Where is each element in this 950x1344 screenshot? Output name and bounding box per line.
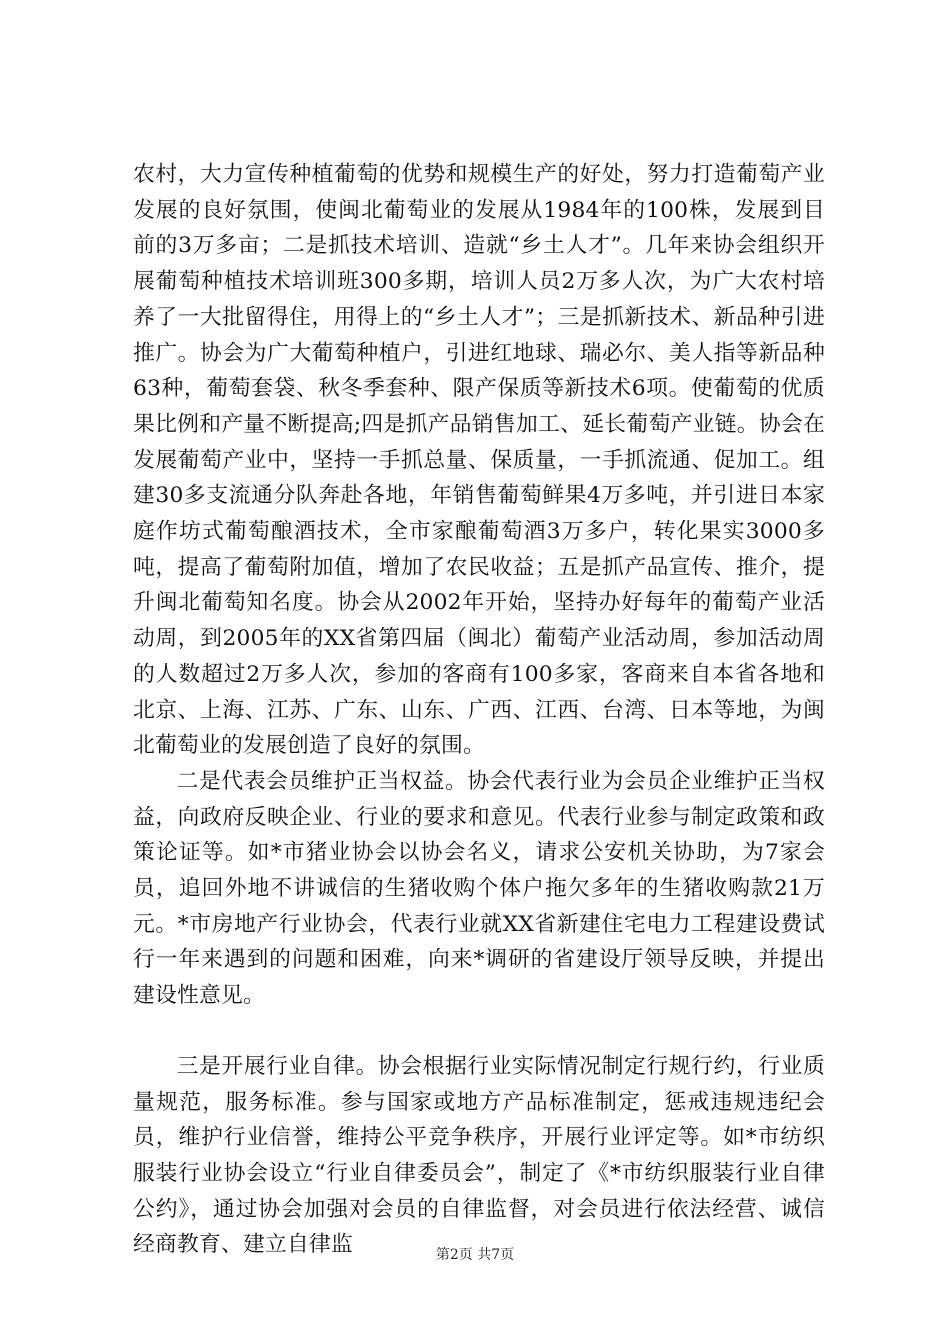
document-body [133, 157, 825, 1263]
paragraph-grape-industry: 农村，大力宣传种植葡萄的优势和规模生产的好处，努力打造葡萄产业发展的良好氛围，使闽北葡萄业的发展从1984年的100株，发展到目前的3万多亩；二是抓技术培训、造就“乡土人才”。几年来协会组织开展葡萄种植技术培训班300多期，培训人员2万多人次，为广大农村培养了一大批留得住，用得上的“乡土人才”；三是抓新技术、新品种引进推广。协会为广大葡萄种植户，引进红地球、瑞必尔、美人指等新品种63种，葡萄套袋、秋冬季套种、限产保质等新技术6项。使葡萄的优质果比例和产量不断提高;四是抓产品销售加工、延长葡萄产业链。协会在发展葡萄产业中，坚持一手抓总量、保质量，一手抓流通、促加工。组建30多支流通分队奔赴各地，年销售葡萄鲜果4万多吨，并引进日本家庭作坊式葡萄酿酒技术，全市家酿葡萄酒3万多户，转化果实3000多吨，提高了葡萄附加值，增加了农民收益；五是抓产品宣传、推介，提升闽北葡萄知名度。协会从2002年开始，坚持办好每年的葡萄产业活动周，到2005年的XX省第四届（闽北）葡萄产业活动周，参加活动周的人数超过2万多人次，参加的客商有100多家，客商来自本省各地和北京、上海、江苏、广东、山东、广西、江西、台湾、日本等地，为闽北葡萄业的发展创造了良好的氛围。 [133, 162, 825, 759]
page-number-footer: 第2页 共7页 [435, 1247, 515, 1263]
paragraph-member-rights: 二是代表会员维护正当权益。协会代表行业为会员企业维护正当权益，向政府反映企业、行业的要求和意见。代表行业参与制定政策和政策论证等。如*市猪业协会以协会名义，请求公安机关协助，为7家会员，追回外地不讲诚信的生猪收购个体户拖欠多年的生猪收购款21万元。*市房地产行业协会，代表行业就XX省新建住宅电力工程建设费试行一年来遇到的问题和困难，向来*调研的省建设厅领导反映，并提出建设性意见。 [133, 768, 825, 1009]
paragraph-industry-self-discipline: 三是开展行业自律。协会根据行业实际情况制定行规行约，行业质量规范，服务标准。参与国家或地方产品标准制定，惩戒违规违纪会员，维护行业信誉，维持公平竞争秩序，开展行业评定等。如*市纺织服装行业协会设立“行业自律委员会”，制定了《*市纺织服装行业自律公约》，通过协会加强对会员的自律监督，对会员进行依法经营、诚信经商教育、建立自律监 [133, 1053, 825, 1258]
paragraph-spacer [133, 1014, 825, 1049]
